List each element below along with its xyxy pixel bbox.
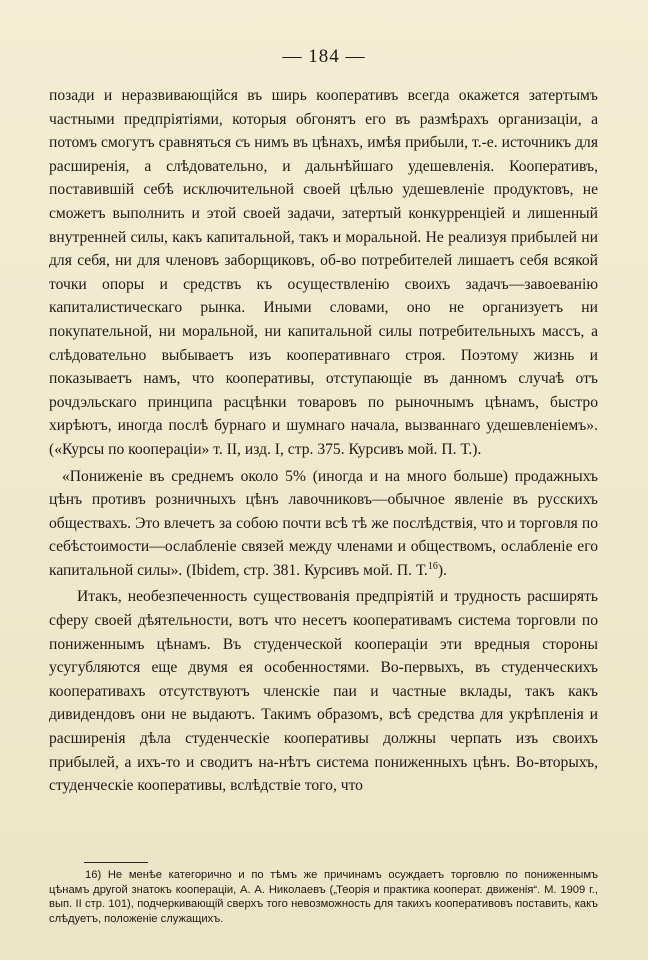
paragraph-conclusion: Итакъ, необезпеченность существованія предпріятій и трудность расширять сферу своей дѣятельности, вотъ что несетъ кооперативамъ система торговли по пониженнымъ цѣнамъ. Въ студенческой коопераціи эти вредныя стороны усугубляются еще двумя ея особенностями. Во-первыхъ, въ студенческихъ кооперативахъ отсутствуютъ членскіе паи и частные вклады, такъ какъ дивидендовъ они не выдаютъ. Такимъ образомъ, всѣ средства для укрѣпленія и расширенія дѣла студенческіе кооперативы должны черпать изъ своихъ прибылей, а ихъ-то и сводитъ на-нѣтъ система пониженныхъ цѣнъ. Во-вторыхъ, студенческіе кооперативы, вслѣдствіе того, что (49, 588, 598, 795)
footnote-divider (84, 862, 148, 863)
main-text (49, 84, 598, 798)
paragraph-continued: позади и неразвивающійся въ ширь кооперативъ всегда окажется затертымъ частными предпріятіями, которыя обгонятъ его въ размѣрахъ организаціи, а потомъ смогутъ сравняться съ нимъ въ цѣнахъ, имѣя прибыли, т.-е. источникъ для расширенія, а слѣдовательно, и дальнѣйшаго удешевленія. Кооперативъ, поставившій себѣ исключительной своей цѣлью удешевленіе продуктовъ, не сможетъ выполнить и этой своей задачи, затертый конкурренціей и лишенный внутренней силы, какъ капитальной, такъ и моральной. Не реализуя прибылей ни для себя, ни для членовъ заборщиковъ, об-во потребителей лишаетъ себя всякой точки опоры и средствъ къ осуществленію своихъ задачъ—завоеванію капиталистическаго рынка. Иными словами, оно не организуетъ ни покупательной, ни моральной, ни капитальной силы потребительныхъ массъ, а слѣдовательно выбываетъ изъ кооперативнаго строя. Поэтому жизнь и показываетъ намъ, что кооперативы, отступающіе въ данномъ случаѣ отъ рочдэльскаго принципа расцѣнки товаровъ по рыночнымъ цѣнамъ, быстро хирѣютъ, иногда послѣ бурнаго и шумнаго начала, вызваннаго удешевленіемъ». («Курсы по коопераціи» т. II, изд. I, стр. 375. Курсивъ мой. П. Т.). (49, 87, 598, 458)
paragraph-quote-text: «Пониженіе въ среднемъ около 5% (иногда и на много больше) продажныхъ цѣнъ противъ розничныхъ цѣнъ лавочниковъ—обычное явленіе въ русскихъ обществахъ. Это влечетъ за собою почти всѣ тѣ же послѣдствія, что и торговля по себѣстоимости—ослабленіе связей между членами и обществомъ, ослабленіе его капитальной силы». (Ibidem, стр. 381. Курсивъ мой. П. Т. (49, 467, 598, 579)
paragraph-quote (49, 465, 598, 583)
page-number: — 184 — (282, 46, 366, 67)
paragraph-quote-tail: ). (437, 561, 447, 579)
footnote: 16) Не менѣе категорично и по тѣмъ же причинамъ осуждаетъ торговлю по пониженнымъ цѣнамъ другой знатокъ коопераціи, А. А. Николаевъ („Теорія и практика кооперат. движенія“. М. 1909 г., вып. II стр. 101), подчеркивающій сверхъ того невозможность для такихъ кооперативовъ поставить, какъ слѣдуетъ, положеніе служащихъ. (49, 869, 598, 925)
footnote-reference: 16 (427, 560, 438, 572)
